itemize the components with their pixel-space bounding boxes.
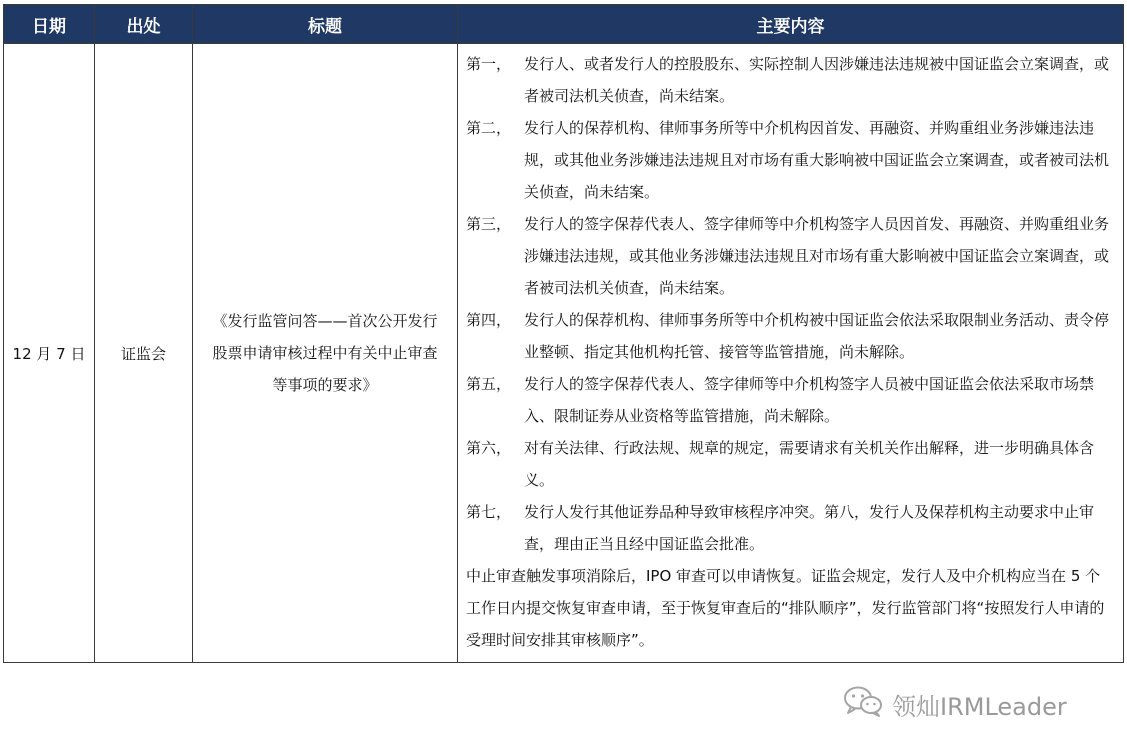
cell-date: 12 月 7 日 bbox=[4, 44, 95, 663]
wechat-icon bbox=[842, 684, 892, 724]
item-text: 对有关法律、行政法规、规章的规定，需要请求有关机关作出解释，进一步明确具体含义。 bbox=[524, 439, 1095, 489]
table-header-row bbox=[4, 5, 1124, 44]
item-text: 发行人、或者发行人的控股股东、实际控制人因涉嫌违法违规被中国证监会立案调查，或者被司法机关侦查，尚未结案。 bbox=[524, 55, 1110, 105]
item-text: 发行人发行其他证券品种导致审核程序冲突。第八，发行人及保荐机构主动要求中止审查，理由正当且经中国证监会批准。 bbox=[524, 503, 1095, 553]
list-item bbox=[466, 368, 1115, 432]
list-item bbox=[466, 112, 1115, 208]
item-label: 第六， bbox=[466, 439, 512, 457]
list-item bbox=[466, 432, 1115, 496]
item-text: 发行人的签字保荐代表人、签字律师等中介机构签字人员因首发、再融资、并购重组业务涉嫌违法违规，或其他业务涉嫌违法违规且对市场有重大影响被中国证监会立案调查，或者被司法机关侦查，尚未结案。 bbox=[524, 215, 1110, 297]
summary-paragraph: 中止审查触发事项消除后，IPO 审查可以申请恢复。证监会规定，发行人及中介机构应当在 5 个工作日内提交恢复审查申请，至于恢复审查后的“排队顺序”，发行监管部门将“按照发行人申请的受理时间安排其审核顺序”。 bbox=[466, 567, 1105, 649]
header-date: 日期 bbox=[4, 5, 95, 44]
item-text: 发行人的签字保荐代表人、签字律师等中介机构签字人员被中国证监会依法采取市场禁入、限制证券从业资格等监管措施，尚未解除。 bbox=[524, 375, 1095, 425]
header-title: 标题 bbox=[193, 5, 458, 44]
item-text: 发行人的保荐机构、律师事务所等中介机构因首发、再融资、并购重组业务涉嫌违法违规，或其他业务涉嫌违法违规且对市场有重大影响被中国证监会立案调查，或者被司法机关侦查，尚未结案。 bbox=[524, 119, 1110, 201]
cell-title: 《发行监管问答——首次公开发行股票申请审核过程中有关中止审查等事项的要求》 bbox=[193, 44, 458, 663]
list-item bbox=[466, 208, 1115, 304]
item-label: 第五， bbox=[466, 375, 512, 393]
list-item bbox=[466, 48, 1115, 112]
item-label: 第七， bbox=[466, 503, 512, 521]
item-label: 第一， bbox=[466, 55, 512, 73]
watermark-text: 领灿IRMLeader bbox=[892, 692, 1067, 721]
item-label: 第三， bbox=[466, 215, 512, 233]
cell-content bbox=[458, 44, 1124, 663]
list-item bbox=[466, 496, 1115, 560]
info-table bbox=[3, 4, 1124, 663]
header-source: 出处 bbox=[95, 5, 193, 44]
item-label: 第四， bbox=[466, 311, 512, 329]
table-row bbox=[4, 44, 1124, 663]
header-content: 主要内容 bbox=[458, 5, 1124, 44]
item-text: 发行人的保荐机构、律师事务所等中介机构被中国证监会依法采取限制业务活动、责令停业整顿、指定其他机构托管、接管等监管措施，尚未解除。 bbox=[524, 311, 1110, 361]
watermark bbox=[842, 684, 1067, 724]
item-label: 第二， bbox=[466, 119, 512, 137]
cell-source: 证监会 bbox=[95, 44, 193, 663]
list-item bbox=[466, 304, 1115, 368]
